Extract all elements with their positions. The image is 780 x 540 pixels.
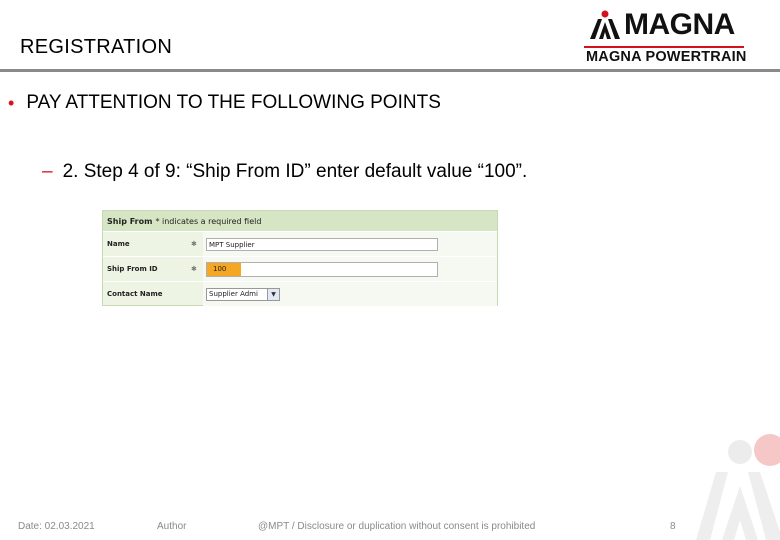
dash-icon: – [42,161,53,182]
sub-bullet-text: 2. Step 4 of 9: “Ship From ID” enter default value “100”. [62,161,528,182]
page-number: 8 [670,521,676,532]
form-section-title: Ship From [107,216,153,226]
header-divider [0,69,780,72]
contact-name-value-cell [203,282,497,306]
required-icon: ✱ [191,265,197,273]
main-bullet [8,92,441,114]
footer-author: Author [157,521,187,532]
contact-name-label: Contact Name [107,290,163,298]
ship-from-id-label: Ship From ID [107,265,158,273]
ship-from-id-input[interactable] [206,262,438,277]
form-row-ship-from-id [103,257,497,282]
logo-subtitle: MAGNA POWERTRAIN [586,49,747,65]
sub-bullet [42,161,527,183]
name-value-cell [203,232,497,256]
required-note: * indicates a required field [155,216,262,226]
form-row-name [103,232,497,257]
corner-decoration [676,428,780,540]
required-icon: ✱ [191,240,197,248]
magna-logo [584,4,749,68]
name-input[interactable]: MPT Supplier [206,238,438,251]
logo-divider [584,46,744,48]
contact-name-select[interactable] [206,288,280,301]
footer-date: Date: 02.03.2021 [18,521,95,532]
bullet-text: PAY ATTENTION TO THE FOLLOWING POINTS [26,92,441,113]
contact-name-selected: Supplier Admi [209,290,258,298]
logo-wordmark: MAGNA [624,8,735,41]
footer-copyright: @MPT / Disclosure or duplication without consent is prohibited [258,521,536,532]
ship-from-form [102,210,498,306]
ship-from-id-value: 100 [207,263,241,276]
form-header [103,211,497,232]
ship-from-id-value-cell [203,257,497,281]
form-row-contact-name [103,282,497,307]
magna-logo-mark [588,10,622,40]
bullet-icon: • [8,92,15,113]
name-label: Name [107,240,130,248]
page-title: REGISTRATION [20,36,173,58]
chevron-down-icon[interactable]: ▼ [267,289,279,300]
